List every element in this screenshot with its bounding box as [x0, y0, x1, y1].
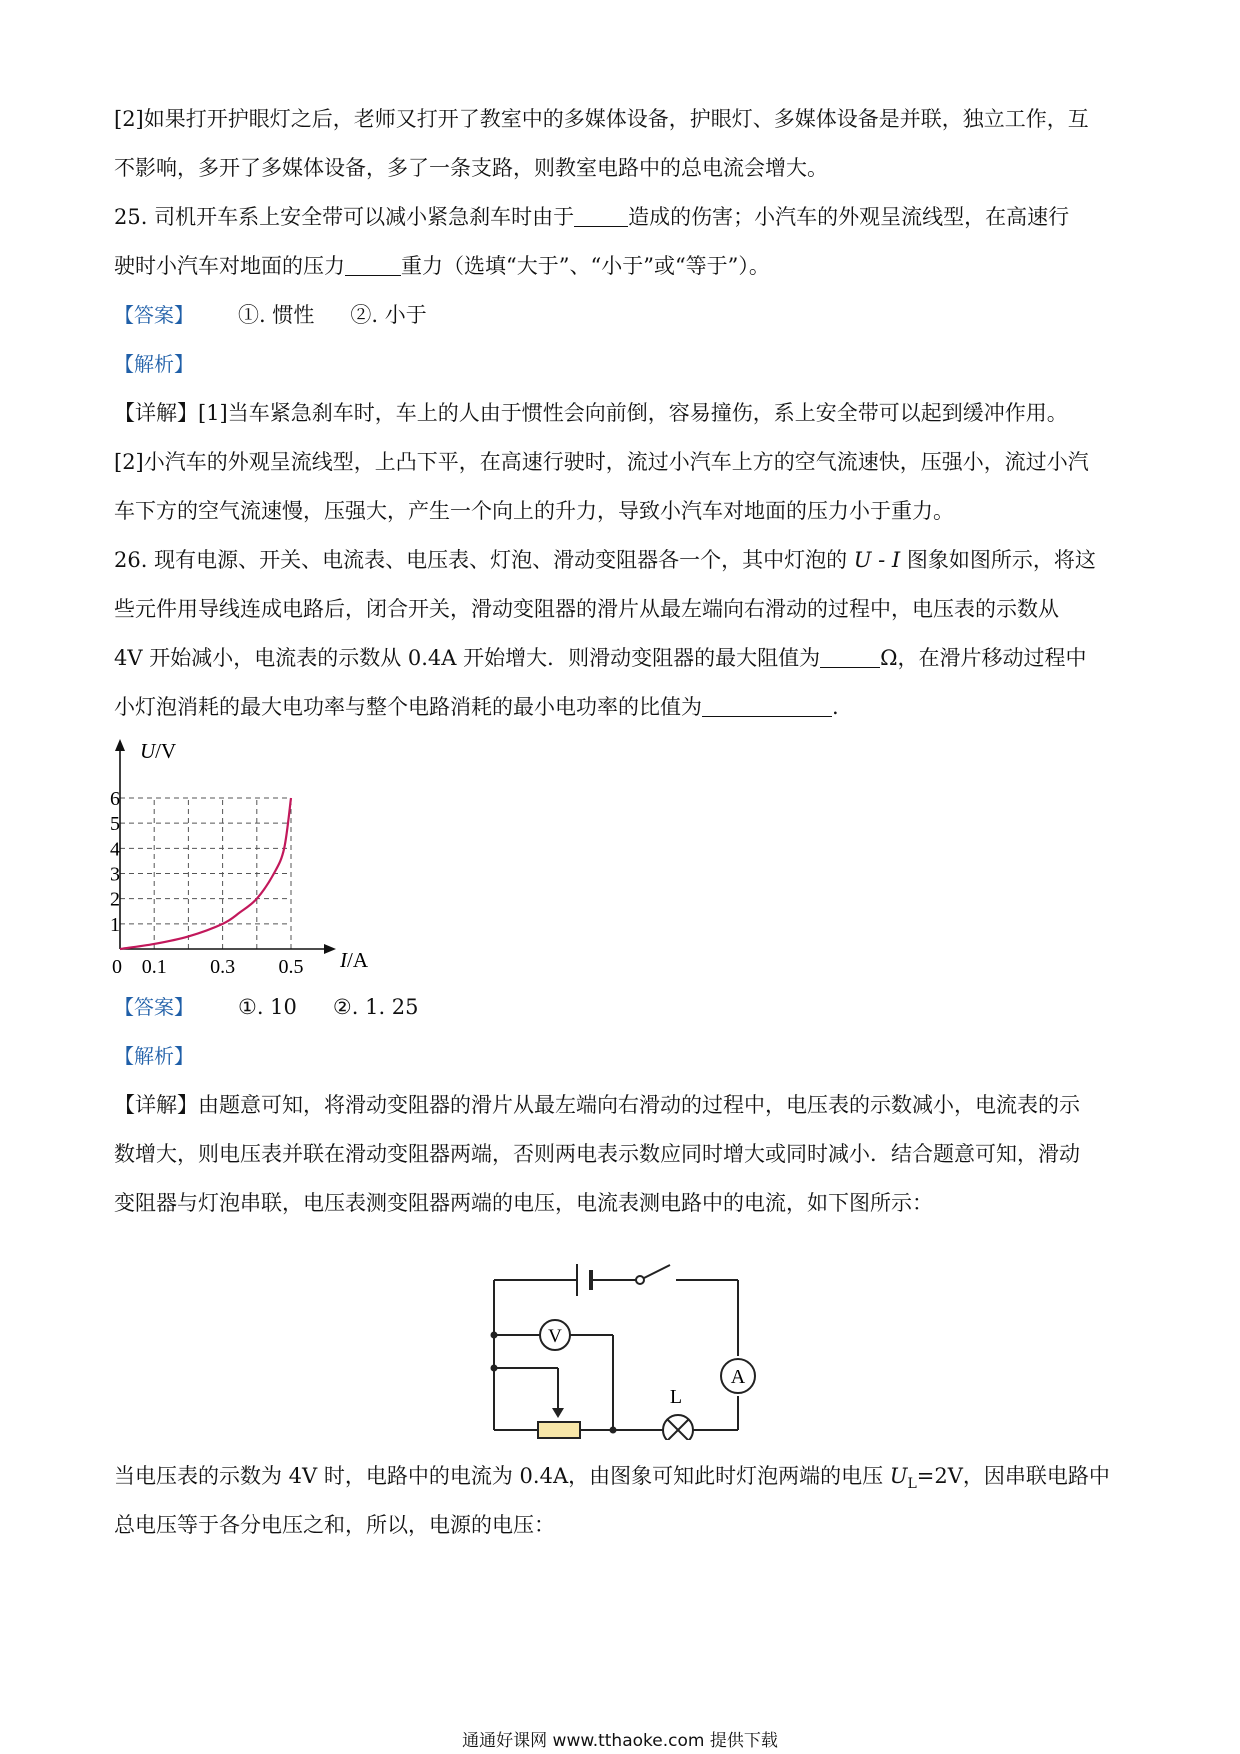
q24-detail-line2: 不影响，多开了多媒体设备，多了一条支路，则教室电路中的总电流会增大。 — [114, 156, 828, 180]
x-tick-label: 0.3 — [210, 956, 236, 975]
q25-detail-line3: 车下方的空气流速慢，压强大，产生一个向上的升力，导致小汽车对地面的压力小于重力。 — [114, 499, 954, 523]
circuit-diagram — [480, 1250, 820, 1440]
y-tick-label: 2 — [110, 888, 120, 911]
y-tick-label: 6 — [110, 788, 120, 810]
y-axis-arrow — [115, 739, 125, 751]
voltmeter-label: V — [548, 1326, 562, 1347]
x-tick-label: 0 — [112, 956, 122, 975]
answer-blank — [702, 694, 832, 717]
q26-stem-line4: 小灯泡消耗的最大电功率与整个电路消耗的最小电功率的比值为 . — [114, 695, 839, 719]
ammeter-label: A — [730, 1366, 746, 1388]
answer-tag: 【答案】 — [114, 995, 194, 1019]
answer-blank — [574, 204, 628, 227]
x-axis-label: I/A — [340, 948, 368, 972]
page-footer: 通通好课网 www.tthaoke.com 提供下载 — [462, 1731, 778, 1751]
q25-detail-line2: [2]小汽车的外观呈流线型，上凸下平，在高速行驶时，流过小汽车上方的空气流速快，压强小，流过小汽 — [114, 450, 1089, 474]
q26-analysis-tag: 【解析】 — [114, 1044, 194, 1068]
q26-stem-line1: 26. 现有电源、开关、电流表、电压表、灯泡、滑动变阻器各一个，其中灯泡的 U - I 图象如图所示，将这 — [114, 548, 1096, 572]
answer-tag: 【答案】 — [114, 303, 194, 327]
q24-detail-line1: [2]如果打开护眼灯之后，老师又打开了教室中的多媒体设备，护眼灯、多媒体设备是并联，独立工作，互 — [114, 107, 1089, 131]
q25-answer: 【答案】 ①. 惯性 ②. 小于 — [114, 303, 427, 327]
y-tick-label: 3 — [110, 863, 120, 886]
q26-answer: 【答案】 ①. 10 ②. 1. 25 — [114, 995, 419, 1019]
lamp-label: L — [669, 1386, 683, 1408]
q25-stem-line2: 驶时小汽车对地面的压力 重力（选填“大于”、“小于”或“等于”）。 — [114, 254, 770, 278]
q26-stem-line3: 4V 开始减小，电流表的示数从 0.4A 开始增大．则滑动变阻器的最大阻值为 Ω，在滑片移动过程中 — [114, 646, 1087, 670]
q26-after-line2: 总电压等于各分电压之和，所以，电源的电压： — [114, 1513, 555, 1537]
q25-stem-line1: 25. 司机开车系上安全带可以减小紧急刹车时由于 造成的伤害；小汽车的外观呈流线型，在高速行 — [114, 205, 1070, 229]
y-tick-label: 4 — [110, 838, 120, 861]
y-axis-label: U/V — [140, 739, 177, 763]
x-tick-label: 0.5 — [278, 956, 304, 975]
x-axis-arrow — [324, 944, 336, 954]
q26-detail-line3: 变阻器与灯泡串联，电压表测变阻器两端的电压，电流表测电路中的电流，如下图所示： — [114, 1191, 933, 1215]
q26-detail-line2: 数增大，则电压表并联在滑动变阻器两端，否则两电表示数应同时增大或同时减小．结合题意可知，滑动 — [114, 1142, 1080, 1166]
answer-blank — [820, 645, 880, 668]
x-tick-label: 0.1 — [141, 956, 167, 975]
answer-blank — [345, 253, 401, 276]
y-tick-label: 1 — [110, 913, 120, 936]
y-tick-label: 5 — [110, 813, 120, 836]
q26-detail-line1: 【详解】由题意可知，将滑动变阻器的滑片从最左端向右滑动的过程中，电压表的示数减小，电流表的示 — [114, 1093, 1080, 1117]
q26-after-line1: 当电压表的示数为 4V 时，电路中的电流为 0.4A，由图象可知此时灯泡两端的电压 $U_L=2V$，因串联电路中 — [114, 1464, 1110, 1493]
q25-detail-line1: 【详解】[1]当车紧急刹车时，车上的人由于惯性会向前倒，容易撞伤，系上安全带可以起到缓冲作用。 — [114, 401, 1068, 425]
u-i-chart — [110, 735, 400, 975]
q25-analysis-tag: 【解析】 — [114, 352, 194, 376]
q26-stem-line2: 些元件用导线连成电路后，闭合开关，滑动变阻器的滑片从最左端向右滑动的过程中，电压表的示数从 — [114, 597, 1059, 621]
